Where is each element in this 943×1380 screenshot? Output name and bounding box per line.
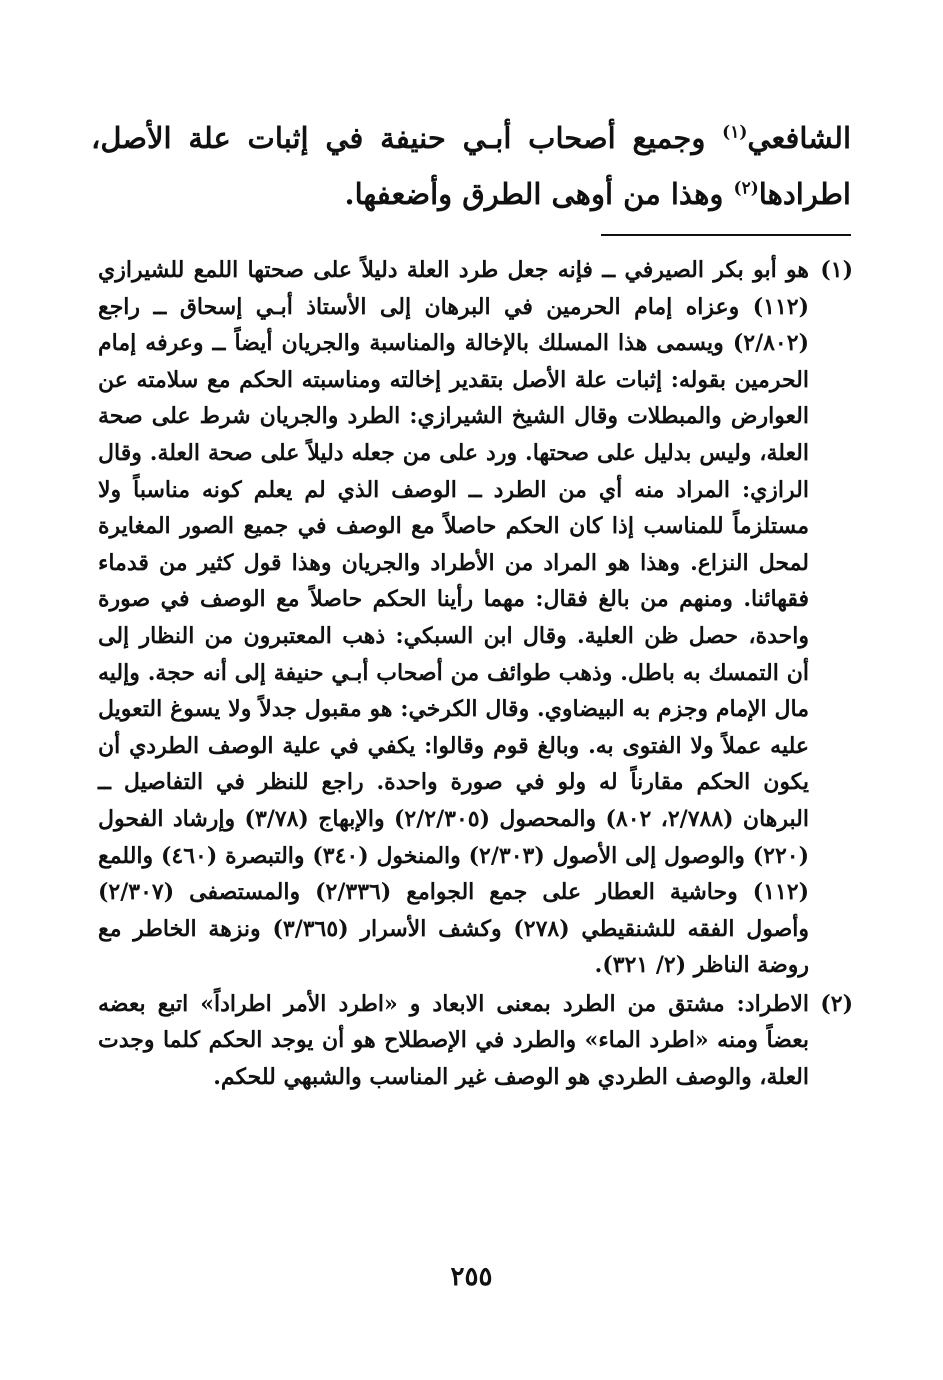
footnote-number: (١): [820, 257, 853, 283]
main-text-part-3: وهذا من أوهى الطرق وأضعفها.: [344, 177, 734, 211]
footnote-1: [98, 252, 853, 984]
footnote-2: [98, 986, 853, 1096]
main-text-part-1: الشافعي: [747, 121, 851, 155]
footnotes-section: [98, 252, 853, 1096]
main-paragraph: [91, 110, 851, 222]
footnote-ref-1[interactable]: (١): [722, 122, 748, 143]
footnote-text: الاطراد: مشتق من الطرد بمعنى الابعاد و «اطرد الأمر اطراداً» اتبع بعضه بعضاً ومنه «اطرد الماء» والطرد في الإصطلاح هو أن يوجد الحكم كلما وجدت العلة، والوصف الطردي هو الوصف غير المناسب والشبهي للحكم.: [98, 990, 809, 1091]
footnote-separator: [601, 234, 851, 236]
footnote-ref-2[interactable]: (٢): [733, 178, 759, 199]
main-text-part-2: وجميع أصحاب أبـي حنيفة في إثبات علة الأصل، اطرادها: [91, 121, 851, 211]
page-number: ٢٥٥: [450, 1262, 493, 1292]
footnote-number: (٢): [820, 990, 853, 1017]
footnote-text: هو أبو بكر الصيرفي ــ فإنه جعل طرد العلة دليلاً على صحتها اللمع للشيرازي (١١٢) وعزاه إمام الحرمين في البرهان إلى الأستاذ أبـي إسحاق ــ راجع (٢/٨٠٢) ويسمى هذا المسلك بالإخالة والمناسبة والجريان أيضاً ــ وعرفه إمام الحرمين بقوله: إثبات علة الأصل بتقدير إخالته ومناسبته الحكم مع سلامته عن العوارض والمبطلات وقال الشيخ الشيرازي: الطرد والجريان شرط على صحة العلة، وليس بدليل على صحتها. ورد على من جعله دليلاً على صحة العلة. وقال الرازي: المراد منه أي من الطرد ــ الوصف الذي لم يعلم كونه مناسباً ولا مستلزماً للمناسب إذا كان الحكم حاصلاً مع الوصف في جميع الصور المغايرة لمحل النزاع. وهذا هو المراد من الأطراد والجريان وهذا قول كثير من قدماء فقهائنا. ومنهم من بالغ فقال: مهما رأينا الحكم حاصلاً مع الوصف في صورة واحدة، حصل ظن العلية. وقال ابن السبكي: ذهب المعتبرون من النظار إلى أن التمسك به باطل. وذهب طوائف من أصحاب أبـي حنيفة إلى أنه حجة. وإليه مال الإمام وجزم به البيضاوي. وقال الكرخي: هو مقبول جدلاً ولا يسوغ التعويل عليه عملاً ولا الفتوى به. وبالغ قوم وقالوا: يكفي في علية الوصف الطردي أن يكون الحكم مقارناً له ولو في صورة واحدة. راجع للنظر في التفاصيل ــ البرهان (٢/٧٨٨، ٨٠٢) والمحصول (٢/٢/٣٠٥) والإبهاج (٣/٧٨) وإرشاد الفحول (٢٢٠) والوصول إلى الأصول (٢/٣٠٣) والمنخول (٣٤٠) والتبصرة (٤٦٠) واللمع (١١٢) وحاشية العطار على جمع الجوامع (٢/٣٣٦) والمستصفى (٢/٣٠٧) وأصول الفقه للشنقيطي (٢٧٨) وكشف الأسرار (٣/٣٦٥) ونزهة الخاطر مع روضة الناظر (٢/ ٣٢١).: [98, 257, 810, 979]
